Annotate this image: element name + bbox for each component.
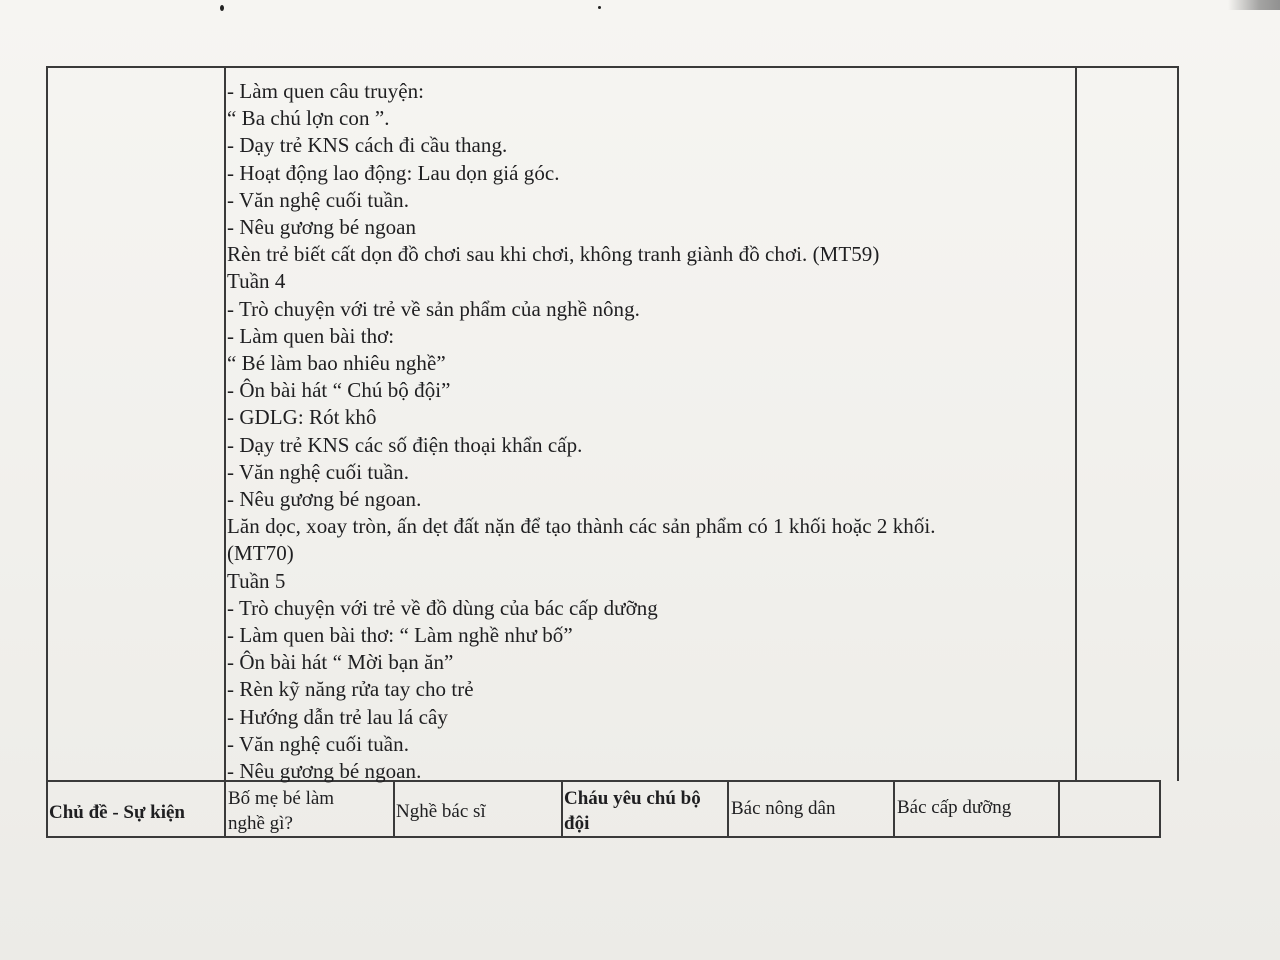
row-label-topics: Chủ đề - Sự kiện — [49, 802, 185, 823]
content-line: - Làm quen bài thơ: “ Làm nghề như bố” — [227, 623, 573, 648]
topic-line: Bố mẹ bé làm — [228, 788, 335, 809]
ink-speck — [598, 6, 601, 9]
corner-shadow — [1228, 0, 1280, 10]
ink-speck — [220, 5, 224, 11]
topic-cell — [564, 786, 701, 836]
goal-line: Rèn trẻ biết cất dọn đồ chơi sau khi chơi, không tranh giành đồ chơi. (MT59) — [227, 242, 880, 267]
table-top-border — [46, 66, 1179, 68]
topic-line: Bác nông dân — [731, 798, 836, 819]
content-line: - Nêu gương bé ngoan. — [227, 487, 422, 512]
topic-cell — [897, 795, 1011, 820]
week-heading: Tuần 4 — [227, 269, 286, 294]
table-footer-right-border — [1159, 780, 1161, 838]
footer-column-divider — [893, 780, 895, 838]
content-line: - Văn nghệ cuối tuần. — [227, 459, 410, 484]
content-line: - Trò chuyện với trẻ về sản phẩm của nghề nông. — [227, 296, 640, 321]
topic-line: nghề gì? — [228, 813, 293, 834]
topic-line: Nghề bác sĩ — [396, 801, 486, 822]
content-line: - Làm quen câu truyện: — [227, 79, 425, 103]
topic-cell — [228, 786, 334, 836]
topic-cell — [396, 799, 486, 824]
content-line: - Làm quen bài thơ: — [227, 323, 395, 348]
table-column-divider — [224, 66, 226, 838]
footer-column-divider — [727, 780, 729, 838]
content-line: - GDLG: Rót khô — [227, 405, 377, 430]
content-line: “ Ba chú lợn con ”. — [227, 106, 390, 131]
content-line: - Nêu gương bé ngoan — [227, 215, 417, 240]
week-heading: Tuần 5 — [227, 568, 286, 593]
content-line: - Rèn kỹ năng rửa tay cho trẻ — [227, 677, 474, 702]
goal-code: (MT70) — [227, 541, 294, 566]
content-line: - Nêu gương bé ngoan. — [227, 759, 422, 784]
footer-column-divider — [393, 780, 395, 838]
activity-content — [227, 78, 1077, 785]
content-line: “ Bé làm bao nhiêu nghề” — [227, 351, 446, 376]
topic-line: Bác cấp dưỡng — [897, 797, 1012, 818]
content-line: - Ôn bài hát “ Mời bạn ăn” — [227, 650, 454, 675]
topic-line: Cháu yêu chú bộ — [564, 788, 701, 809]
content-line: - Văn nghệ cuối tuần. — [227, 731, 410, 756]
topic-cell — [731, 796, 835, 821]
table-left-border — [46, 66, 48, 838]
content-line: - Hoạt động lao động: Lau dọn giá góc. — [227, 160, 560, 185]
table-bottom-border — [46, 836, 1160, 838]
content-line: - Văn nghệ cuối tuần. — [227, 187, 410, 212]
content-line: - Ôn bài hát “ Chú bộ đội” — [227, 378, 451, 403]
topic-line: đội — [564, 813, 590, 834]
content-line: - Hướng dẫn trẻ lau lá cây — [227, 704, 448, 729]
content-line: - Dạy trẻ KNS cách đi cầu thang. — [227, 133, 508, 158]
content-line: - Dạy trẻ KNS các số điện thoại khẩn cấp. — [227, 432, 583, 457]
footer-column-divider — [561, 780, 563, 838]
goal-line: Lăn dọc, xoay tròn, ấn dẹt đất nặn để tạo thành các sản phẩm có 1 khối hoặc 2 khối. — [227, 514, 936, 539]
footer-column-divider — [1058, 780, 1060, 838]
table-right-border — [1177, 66, 1179, 781]
content-line: - Trò chuyện với trẻ về đồ dùng của bác cấp dưỡng — [227, 595, 658, 620]
